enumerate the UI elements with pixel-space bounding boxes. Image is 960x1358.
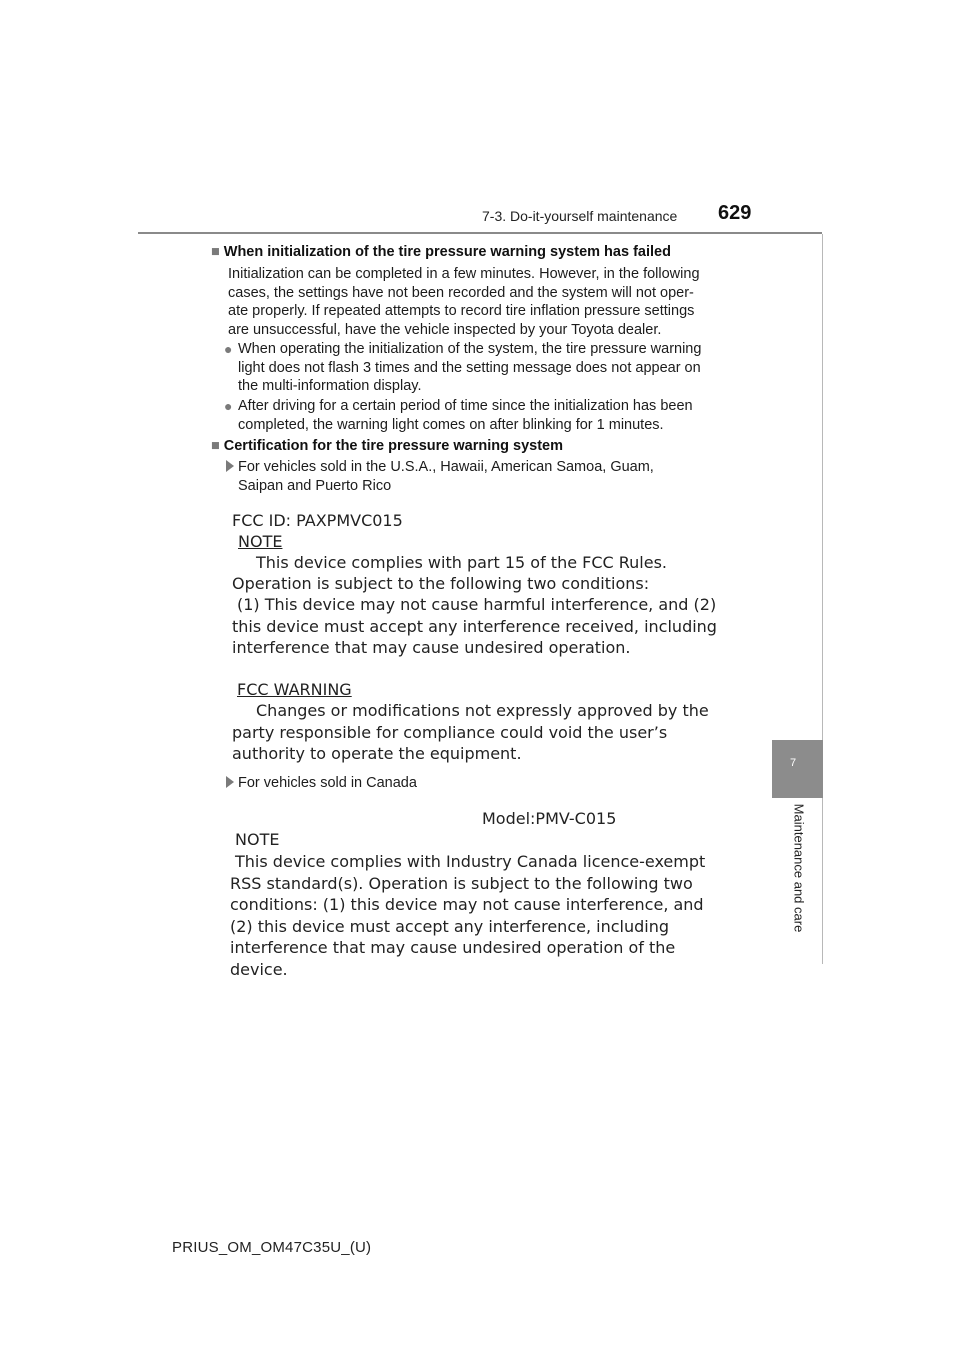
canada-vehicles-item: For vehicles sold in Canada: [238, 774, 746, 793]
square-marker-icon: ■: [211, 438, 220, 454]
side-tab-divider: [822, 234, 823, 964]
fcc-id-text: FCC ID: PAXPMVC015: [232, 511, 403, 530]
fcc-warning-line: party responsible for compliance could void the user’s: [232, 723, 668, 742]
bullet-item: ● After driving for a certain period of time since the initialization has been completed, the warning light comes on after blinking for 1 minutes.: [224, 398, 693, 433]
canada-note-line: conditions: (1) this device may not cause interference, and: [230, 895, 704, 914]
running-header-section: 7-3. Do-it-yourself maintenance: [482, 208, 678, 224]
fcc-note-title: NOTE: [238, 532, 283, 551]
bullet-item: ● When operating the initialization of the system, the tire pressure warning light does not flash 3 times and the setting message does not appear on the multi-information display.: [224, 341, 702, 394]
chapter-tab-label: Maintenance and care: [791, 803, 807, 933]
bullet-dot-icon: ●: [224, 341, 233, 357]
header-rule: [138, 232, 822, 234]
fcc-note-line: this device must accept any interference received, including: [232, 617, 717, 636]
heading-init-failed: ■ When initialization of the tire pressure warning system has failed: [211, 244, 671, 260]
fcc-warning-title: FCC WARNING: [237, 680, 352, 699]
chapter-tab-number: 7: [790, 757, 797, 769]
arrow-marker-icon: [226, 460, 234, 472]
canada-note-line: interference that may cause undesired operation of the: [230, 938, 676, 957]
page-number: 629: [718, 202, 752, 224]
init-failed-paragraph: Initialization can be completed in a few minutes. However, in the following cases, the settings have not been recorded and the system will not oper- ate properly. If repeated attempts to record tire inflation pressure settings are unsuccessful, have the vehicle inspected by your Toyota dealer.: [228, 266, 700, 338]
bullet-dot-icon: ●: [224, 398, 233, 414]
canada-model-text: Model:PMV-C015: [482, 809, 617, 828]
fcc-note-line: Operation is subject to the following two conditions:: [232, 574, 650, 593]
canada-note-line: (2) this device must accept any interference, including: [230, 917, 669, 936]
canada-note-line: This device complies with Industry Canada licence-exempt: [235, 852, 706, 871]
square-marker-icon: ■: [211, 244, 220, 260]
canada-note-title: NOTE: [235, 830, 280, 849]
fcc-note-line: This device complies with part 15 of the FCC Rules.: [256, 553, 668, 572]
arrow-marker-icon: [226, 776, 234, 788]
fcc-warning-line: Changes or modifications not expressly approved by the: [256, 701, 709, 720]
canada-note-line: device.: [230, 960, 288, 979]
heading-certification: ■ Certification for the tire pressure warning system: [211, 438, 563, 454]
fcc-warning-line: authority to operate the equipment.: [232, 744, 522, 763]
chapter-tab: [772, 740, 823, 798]
fcc-note-line: (1) This device may not cause harmful interference, and (2): [237, 595, 717, 614]
usa-vehicles-item: For vehicles sold in the U.S.A., Hawaii, American Samoa, Guam, Saipan and Puerto Rico: [238, 458, 746, 495]
document-code-footer: PRIUS_OM_OM47C35U_(U): [172, 1239, 372, 1256]
fcc-note-line: interference that may cause undesired operation.: [232, 638, 631, 657]
canada-note-line: RSS standard(s). Operation is subject to the following two: [230, 874, 693, 893]
